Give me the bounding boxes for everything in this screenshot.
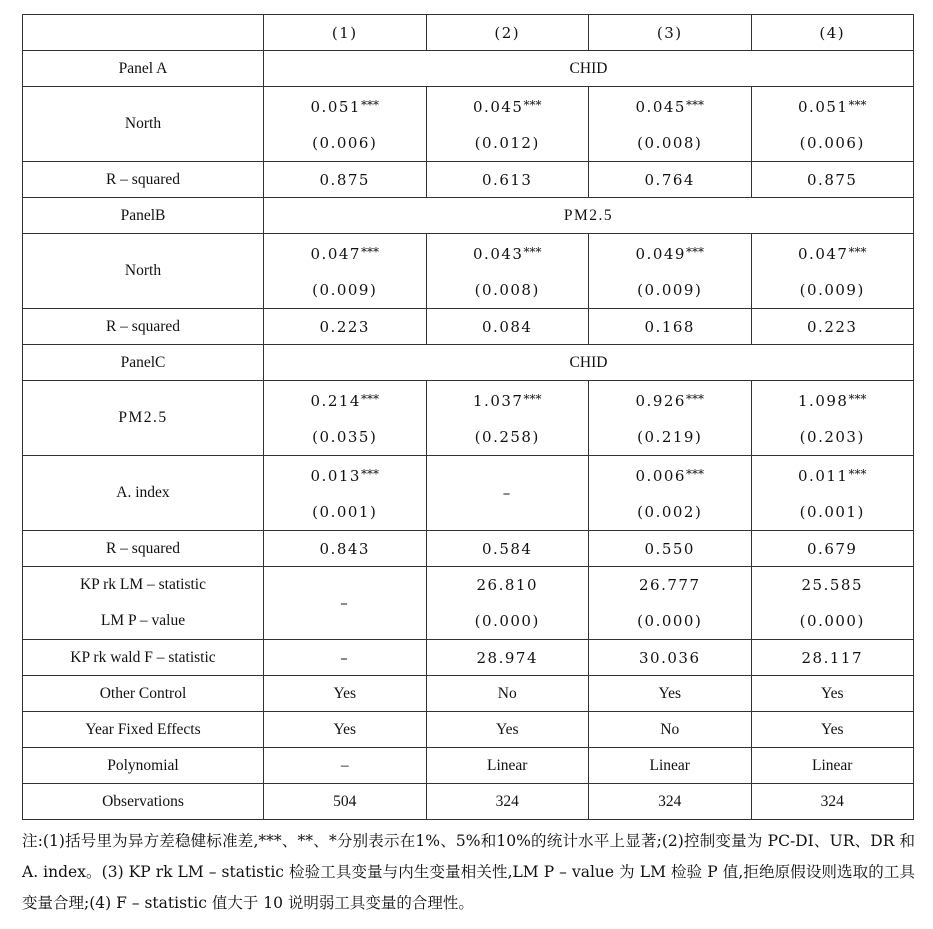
coef-cell: 0.926*** (0.219) <box>589 381 752 456</box>
value-cell: No <box>589 712 752 748</box>
value-cell: 324 <box>751 784 914 820</box>
coef-cell: – <box>426 456 589 531</box>
coef-cell: 0.051*** (0.006) <box>264 87 427 162</box>
value-cell: 0.584 <box>426 531 589 567</box>
panel-b-r2-row <box>23 309 914 345</box>
value-cell: 0.875 <box>751 162 914 198</box>
panel-a-row <box>23 51 914 87</box>
coef-cell: 0.049*** (0.009) <box>589 234 752 309</box>
observations-row <box>23 784 914 820</box>
coef-cell: 0.214*** (0.035) <box>264 381 427 456</box>
value-cell: Yes <box>264 712 427 748</box>
panel-c-dependent: CHID <box>264 345 914 381</box>
kp-wald-row <box>23 640 914 676</box>
row-label: Year Fixed Effects <box>23 712 264 748</box>
value-cell: 0.223 <box>264 309 427 345</box>
panel-c-pm25-row <box>23 381 914 456</box>
panel-b-dependent: PM2.5 <box>264 198 914 234</box>
row-label: R – squared <box>23 162 264 198</box>
coef-cell: 0.043*** (0.008) <box>426 234 589 309</box>
row-label: R – squared <box>23 531 264 567</box>
value-cell: 0.550 <box>589 531 752 567</box>
row-label: A. index <box>23 456 264 531</box>
value-cell: 0.084 <box>426 309 589 345</box>
col-header: (2) <box>426 15 589 51</box>
other-control-row <box>23 676 914 712</box>
panel-a-r2-row <box>23 162 914 198</box>
value-cell: No <box>426 676 589 712</box>
panel-a-north-row <box>23 87 914 162</box>
value-cell: – <box>264 748 427 784</box>
header-blank-cell <box>23 15 264 51</box>
value-cell: 324 <box>589 784 752 820</box>
year-fe-row <box>23 712 914 748</box>
panel-a-dependent: CHID <box>264 51 914 87</box>
value-cell: 0.875 <box>264 162 427 198</box>
panel-a-label: Panel A <box>23 51 264 87</box>
value-cell: 0.764 <box>589 162 752 198</box>
coef-cell: 0.047*** (0.009) <box>264 234 427 309</box>
panel-b-row <box>23 198 914 234</box>
row-label: KP rk wald F – statistic <box>23 640 264 676</box>
value-cell: 324 <box>426 784 589 820</box>
panel-c-r2-row <box>23 531 914 567</box>
panel-b-north-row <box>23 234 914 309</box>
value-cell: 0.843 <box>264 531 427 567</box>
value-cell: 26.810 (0.000) <box>426 567 589 640</box>
row-label: Other Control <box>23 676 264 712</box>
value-cell: 25.585 (0.000) <box>751 567 914 640</box>
col-header: (4) <box>751 15 914 51</box>
polynomial-row <box>23 748 914 784</box>
row-label: KP rk LM – statistic LM P – value <box>23 567 264 640</box>
value-cell: 0.223 <box>751 309 914 345</box>
panel-b-label: PanelB <box>23 198 264 234</box>
row-label: R – squared <box>23 309 264 345</box>
row-label: Observations <box>23 784 264 820</box>
value-cell: – <box>264 640 427 676</box>
coef-cell: 0.013*** (0.001) <box>264 456 427 531</box>
header-row <box>23 15 914 51</box>
col-header: (1) <box>264 15 427 51</box>
row-label: North <box>23 234 264 309</box>
table-note <box>22 826 915 919</box>
value-cell: Yes <box>264 676 427 712</box>
value-cell: Yes <box>426 712 589 748</box>
value-cell: Linear <box>589 748 752 784</box>
coef-cell: 0.047*** (0.009) <box>751 234 914 309</box>
coef-cell: 0.045*** (0.008) <box>589 87 752 162</box>
value-cell: 0.679 <box>751 531 914 567</box>
row-label: PM2.5 <box>23 381 264 456</box>
coef-cell: 0.045*** (0.012) <box>426 87 589 162</box>
regression-table <box>22 14 914 820</box>
value-cell: Yes <box>751 676 914 712</box>
panel-c-aindex-row <box>23 456 914 531</box>
table-note-text: 注:(1)括号里为异方差稳健标准差,***、**、*分别表示在1%、5%和10%的统计水平上显著;(2)控制变量为 PC-DI、UR、DR 和 A. index。(3) KP rk LM – statistic 检验工具变量与内生变量相关性,LM P – value 为 LM 检验 P 值,拒绝原假设则选取的工具变量合理;(4) F – statistic 值大于 10 说明弱工具变量的合理性。 <box>22 832 915 912</box>
value-cell: 26.777 (0.000) <box>589 567 752 640</box>
value-cell: – <box>264 567 427 640</box>
value-cell: Linear <box>426 748 589 784</box>
value-cell: 30.036 <box>589 640 752 676</box>
coef-cell: 1.098*** (0.203) <box>751 381 914 456</box>
value-cell: Yes <box>751 712 914 748</box>
coef-cell: 0.051*** (0.006) <box>751 87 914 162</box>
col-header: (3) <box>589 15 752 51</box>
panel-c-label: PanelC <box>23 345 264 381</box>
value-cell: Linear <box>751 748 914 784</box>
row-label: Polynomial <box>23 748 264 784</box>
panel-c-row <box>23 345 914 381</box>
value-cell: Yes <box>589 676 752 712</box>
coef-cell: 1.037*** (0.258) <box>426 381 589 456</box>
value-cell: 28.117 <box>751 640 914 676</box>
kp-lm-row <box>23 567 914 640</box>
coef-cell: 0.011*** (0.001) <box>751 456 914 531</box>
value-cell: 0.613 <box>426 162 589 198</box>
row-label: North <box>23 87 264 162</box>
value-cell: 28.974 <box>426 640 589 676</box>
value-cell: 0.168 <box>589 309 752 345</box>
value-cell: 504 <box>264 784 427 820</box>
coef-cell: 0.006*** (0.002) <box>589 456 752 531</box>
